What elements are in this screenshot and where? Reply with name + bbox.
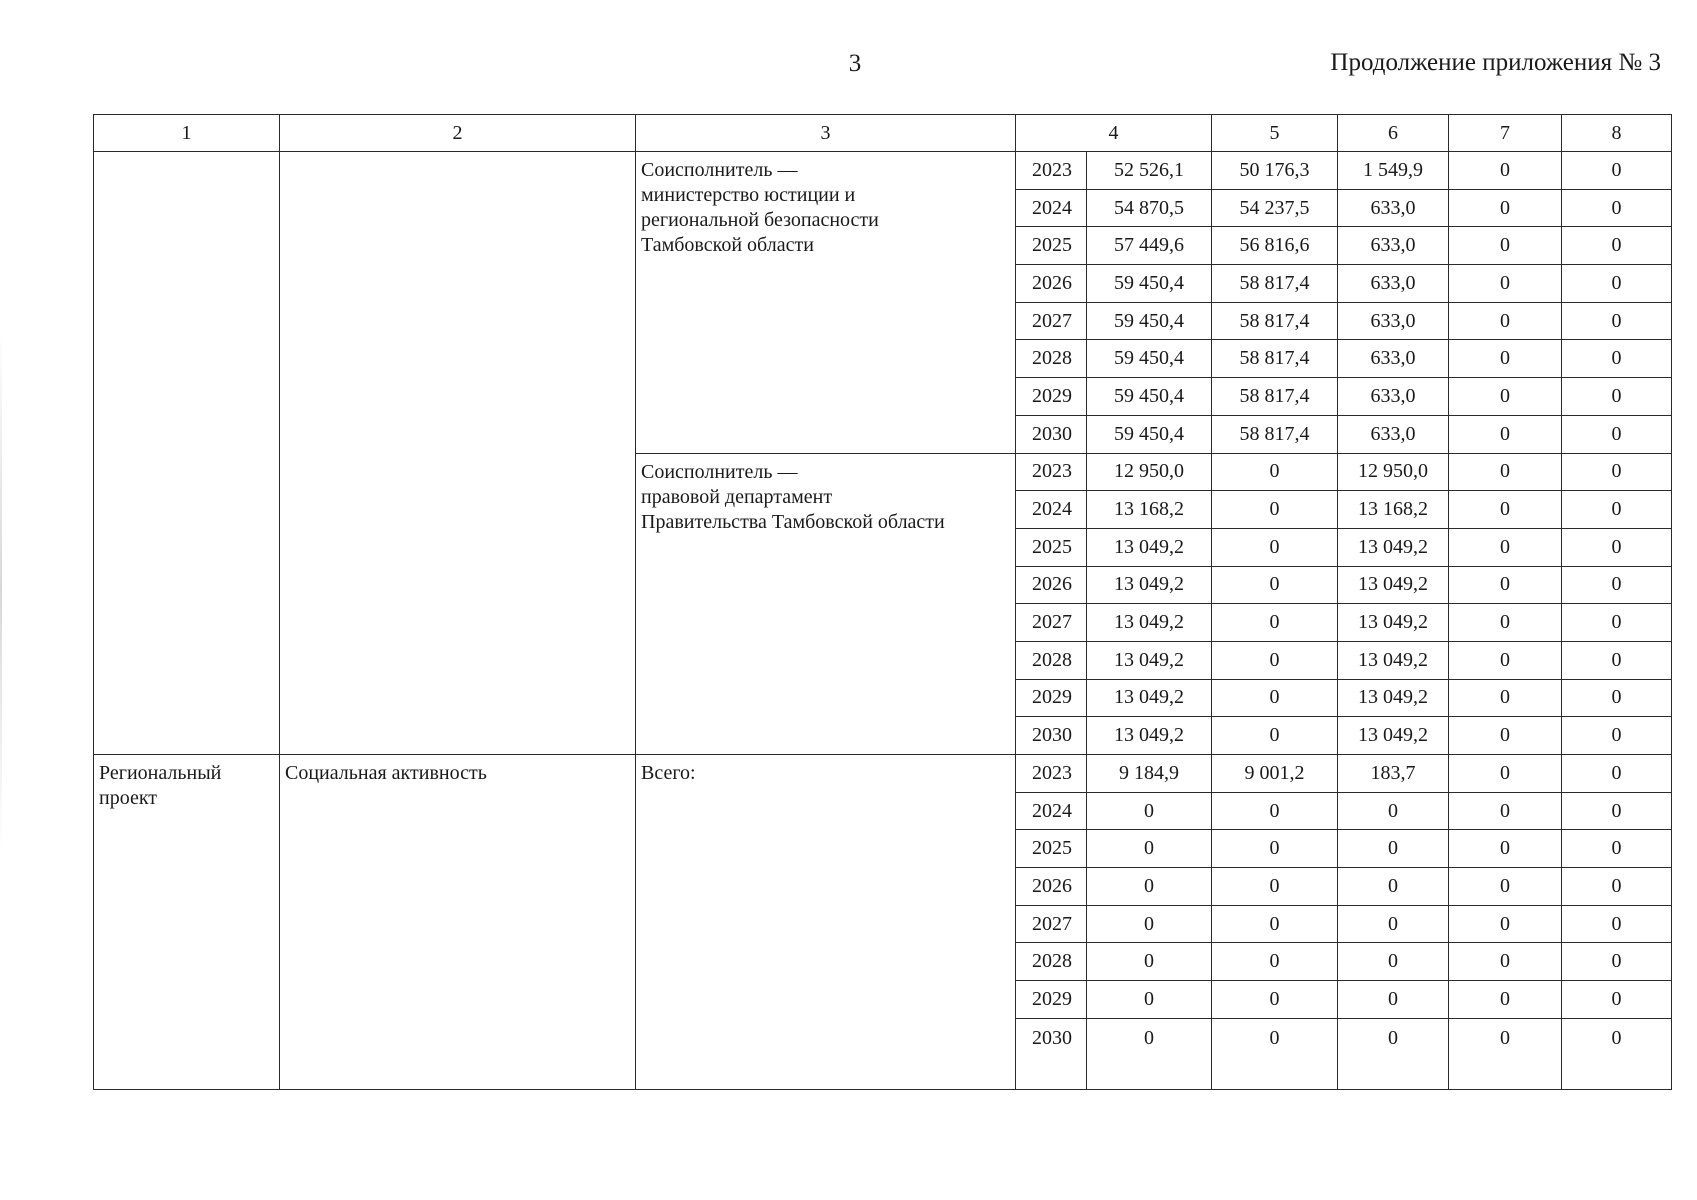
cell-col7: 0 <box>1449 491 1562 529</box>
cell-col7: 0 <box>1449 340 1562 378</box>
cell-col5: 0 <box>1212 566 1338 604</box>
cell-col7: 0 <box>1449 679 1562 717</box>
cell-executor: Соисполнитель — правовой департамент Правительства Тамбовской области <box>636 453 1016 755</box>
cell-total: 13 049,2 <box>1087 679 1212 717</box>
cell-col7: 0 <box>1449 755 1562 793</box>
cell-year: 2030 <box>1016 717 1087 755</box>
cell-col7: 0 <box>1449 717 1562 755</box>
cell-year: 2026 <box>1016 566 1087 604</box>
cell-col8: 0 <box>1562 868 1672 906</box>
cell-col8: 0 <box>1562 491 1672 529</box>
cell-total: 13 049,2 <box>1087 641 1212 679</box>
cell-col5: 0 <box>1212 679 1338 717</box>
cell-col6: 633,0 <box>1338 265 1449 303</box>
cell-year: 2025 <box>1016 830 1087 868</box>
cell-col5: 9 001,2 <box>1212 755 1338 793</box>
cell-year: 2030 <box>1016 415 1087 453</box>
cell-level <box>94 152 280 755</box>
cell-col5: 54 237,5 <box>1212 189 1338 227</box>
cell-col6: 0 <box>1338 868 1449 906</box>
column-header: 7 <box>1449 115 1562 152</box>
cell-executor: Всего: <box>636 755 1016 1090</box>
cell-col8: 0 <box>1562 265 1672 303</box>
cell-year: 2027 <box>1016 905 1087 943</box>
cell-col6: 183,7 <box>1338 755 1449 793</box>
cell-col7: 0 <box>1449 189 1562 227</box>
cell-col8: 0 <box>1562 453 1672 491</box>
column-header: 8 <box>1562 115 1672 152</box>
cell-col7: 0 <box>1449 265 1562 303</box>
cell-col6: 0 <box>1338 1018 1449 1089</box>
cell-total: 0 <box>1087 830 1212 868</box>
cell-col5: 0 <box>1212 792 1338 830</box>
cell-col6: 13 049,2 <box>1338 528 1449 566</box>
table-row <box>94 152 1672 190</box>
cell-year: 2029 <box>1016 981 1087 1019</box>
cell-col5: 58 817,4 <box>1212 340 1338 378</box>
cell-col6: 0 <box>1338 943 1449 981</box>
cell-col8: 0 <box>1562 415 1672 453</box>
cell-col8: 0 <box>1562 566 1672 604</box>
cell-total: 0 <box>1087 981 1212 1019</box>
cell-col6: 13 168,2 <box>1338 491 1449 529</box>
cell-col5: 0 <box>1212 453 1338 491</box>
cell-col7: 0 <box>1449 415 1562 453</box>
cell-col6: 0 <box>1338 981 1449 1019</box>
cell-col8: 0 <box>1562 943 1672 981</box>
cell-total: 59 450,4 <box>1087 378 1212 416</box>
column-header: 1 <box>94 115 280 152</box>
cell-col7: 0 <box>1449 566 1562 604</box>
cell-col6: 13 049,2 <box>1338 641 1449 679</box>
cell-col8: 0 <box>1562 905 1672 943</box>
cell-col5: 0 <box>1212 905 1338 943</box>
cell-col7: 0 <box>1449 943 1562 981</box>
cell-year: 2030 <box>1016 1018 1087 1089</box>
cell-col7: 0 <box>1449 905 1562 943</box>
cell-col8: 0 <box>1562 227 1672 265</box>
cell-total: 13 049,2 <box>1087 604 1212 642</box>
cell-col8: 0 <box>1562 340 1672 378</box>
cell-col7: 0 <box>1449 302 1562 340</box>
cell-year: 2029 <box>1016 679 1087 717</box>
cell-col6: 13 049,2 <box>1338 679 1449 717</box>
cell-total: 13 049,2 <box>1087 528 1212 566</box>
cell-total: 9 184,9 <box>1087 755 1212 793</box>
cell-col6: 13 049,2 <box>1338 717 1449 755</box>
cell-col7: 0 <box>1449 641 1562 679</box>
cell-total: 59 450,4 <box>1087 415 1212 453</box>
cell-year: 2023 <box>1016 152 1087 190</box>
cell-col6: 12 950,0 <box>1338 453 1449 491</box>
cell-col6: 0 <box>1338 830 1449 868</box>
cell-col8: 0 <box>1562 755 1672 793</box>
cell-col7: 0 <box>1449 981 1562 1019</box>
cell-year: 2025 <box>1016 528 1087 566</box>
cell-year: 2025 <box>1016 227 1087 265</box>
cell-col5: 58 817,4 <box>1212 302 1338 340</box>
cell-total: 13 049,2 <box>1087 717 1212 755</box>
cell-col5: 0 <box>1212 943 1338 981</box>
cell-col5: 0 <box>1212 1018 1338 1089</box>
cell-year: 2024 <box>1016 792 1087 830</box>
cell-col8: 0 <box>1562 604 1672 642</box>
cell-col5: 0 <box>1212 528 1338 566</box>
cell-executor: Соисполнитель — министерство юстиции и региональной безопасности Тамбовской области <box>636 152 1016 454</box>
cell-total: 13 168,2 <box>1087 491 1212 529</box>
cell-year: 2023 <box>1016 755 1087 793</box>
cell-col8: 0 <box>1562 1018 1672 1089</box>
cell-col6: 0 <box>1338 792 1449 830</box>
cell-year: 2028 <box>1016 943 1087 981</box>
cell-col5: 58 817,4 <box>1212 415 1338 453</box>
cell-col6: 1 549,9 <box>1338 152 1449 190</box>
header-row <box>94 115 1672 152</box>
cell-year: 2026 <box>1016 265 1087 303</box>
column-header: 6 <box>1338 115 1449 152</box>
cell-name <box>280 152 636 755</box>
cell-year: 2029 <box>1016 378 1087 416</box>
column-header: 3 <box>636 115 1016 152</box>
cell-total: 0 <box>1087 905 1212 943</box>
cell-col7: 0 <box>1449 830 1562 868</box>
cell-year: 2024 <box>1016 491 1087 529</box>
cell-col8: 0 <box>1562 302 1672 340</box>
cell-year: 2023 <box>1016 453 1087 491</box>
cell-col7: 0 <box>1449 152 1562 190</box>
cell-col7: 0 <box>1449 453 1562 491</box>
cell-total: 0 <box>1087 792 1212 830</box>
cell-col7: 0 <box>1449 227 1562 265</box>
cell-col6: 633,0 <box>1338 415 1449 453</box>
cell-col6: 633,0 <box>1338 340 1449 378</box>
cell-col5: 0 <box>1212 981 1338 1019</box>
cell-name: Социальная активность <box>280 755 636 1090</box>
cell-col7: 0 <box>1449 868 1562 906</box>
cell-total: 54 870,5 <box>1087 189 1212 227</box>
cell-col6: 633,0 <box>1338 227 1449 265</box>
cell-col8: 0 <box>1562 189 1672 227</box>
cell-col8: 0 <box>1562 152 1672 190</box>
table-row <box>94 755 1672 793</box>
cell-col5: 0 <box>1212 491 1338 529</box>
cell-level: Региональный проект <box>94 755 280 1090</box>
cell-col5: 0 <box>1212 868 1338 906</box>
cell-year: 2027 <box>1016 302 1087 340</box>
cell-col8: 0 <box>1562 981 1672 1019</box>
cell-total: 0 <box>1087 943 1212 981</box>
cell-col5: 58 817,4 <box>1212 378 1338 416</box>
cell-year: 2028 <box>1016 340 1087 378</box>
cell-col7: 0 <box>1449 378 1562 416</box>
cell-col6: 13 049,2 <box>1338 566 1449 604</box>
cell-col6: 13 049,2 <box>1338 604 1449 642</box>
cell-total: 0 <box>1087 868 1212 906</box>
cell-col5: 0 <box>1212 641 1338 679</box>
cell-col7: 0 <box>1449 604 1562 642</box>
cell-total: 57 449,6 <box>1087 227 1212 265</box>
cell-col6: 633,0 <box>1338 378 1449 416</box>
funding-table <box>93 114 1672 1090</box>
cell-total: 0 <box>1087 1018 1212 1089</box>
cell-year: 2026 <box>1016 868 1087 906</box>
cell-col7: 0 <box>1449 792 1562 830</box>
cell-col6: 633,0 <box>1338 189 1449 227</box>
cell-col5: 0 <box>1212 604 1338 642</box>
cell-total: 59 450,4 <box>1087 340 1212 378</box>
cell-col8: 0 <box>1562 717 1672 755</box>
cell-total: 13 049,2 <box>1087 566 1212 604</box>
cell-total: 59 450,4 <box>1087 302 1212 340</box>
cell-col5: 50 176,3 <box>1212 152 1338 190</box>
cell-col8: 0 <box>1562 528 1672 566</box>
cell-col8: 0 <box>1562 641 1672 679</box>
column-header: 2 <box>280 115 636 152</box>
scan-edge-shadow <box>0 330 2 850</box>
cell-col5: 56 816,6 <box>1212 227 1338 265</box>
column-header: 5 <box>1212 115 1338 152</box>
cell-col8: 0 <box>1562 679 1672 717</box>
cell-col7: 0 <box>1449 1018 1562 1089</box>
cell-total: 12 950,0 <box>1087 453 1212 491</box>
cell-col8: 0 <box>1562 792 1672 830</box>
page-number: 3 <box>848 50 862 77</box>
cell-col5: 0 <box>1212 830 1338 868</box>
cell-col5: 58 817,4 <box>1212 265 1338 303</box>
cell-col6: 0 <box>1338 905 1449 943</box>
table-body <box>94 152 1672 1090</box>
cell-year: 2024 <box>1016 189 1087 227</box>
cell-col8: 0 <box>1562 378 1672 416</box>
cell-total: 52 526,1 <box>1087 152 1212 190</box>
column-header: 4 <box>1016 115 1212 152</box>
cell-col6: 633,0 <box>1338 302 1449 340</box>
cell-year: 2028 <box>1016 641 1087 679</box>
cell-col7: 0 <box>1449 528 1562 566</box>
cell-col5: 0 <box>1212 717 1338 755</box>
cell-year: 2027 <box>1016 604 1087 642</box>
cell-total: 59 450,4 <box>1087 265 1212 303</box>
continuation-note: Продолжение приложения № 3 <box>1330 49 1661 76</box>
cell-col8: 0 <box>1562 830 1672 868</box>
